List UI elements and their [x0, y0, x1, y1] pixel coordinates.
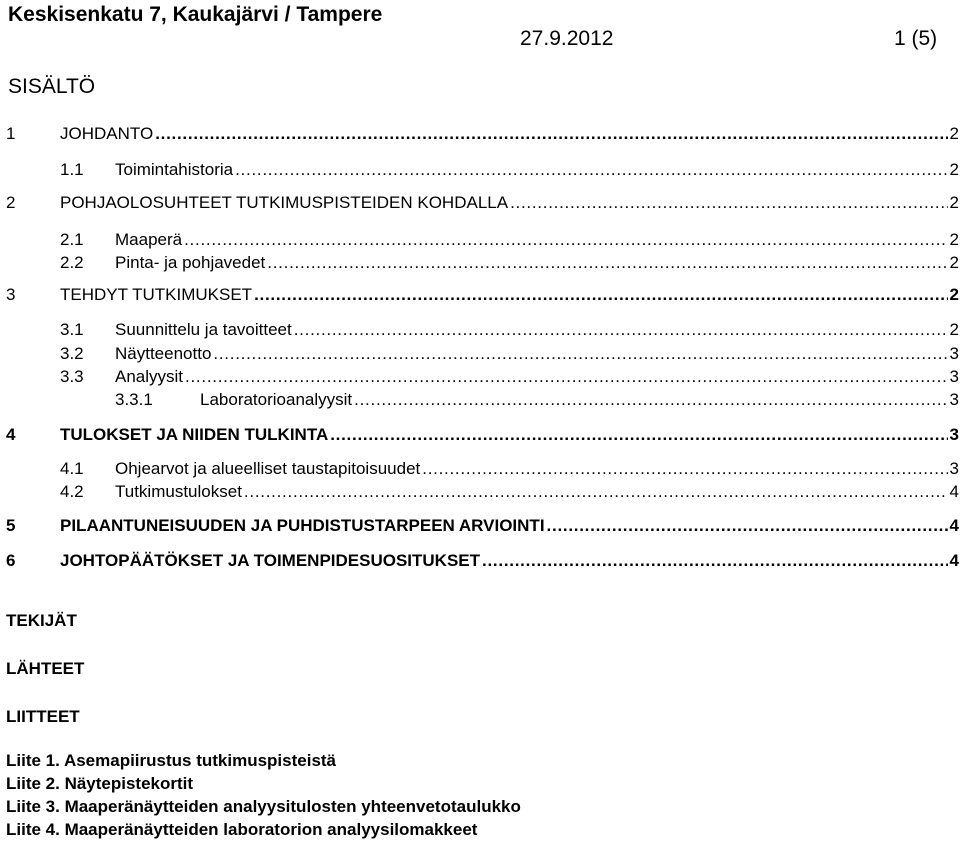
toc-entry-page: 2	[949, 230, 959, 249]
toc-leader	[547, 516, 948, 536]
toc-leader	[422, 459, 947, 479]
toc-leader	[155, 124, 947, 144]
toc-entry-4[interactable]	[6, 425, 959, 445]
toc-entry-text: TULOKSET JA NIIDEN TULKINTA	[60, 425, 329, 444]
page-number: 1 (5)	[894, 27, 938, 50]
toc-entry-4-2[interactable]	[60, 482, 959, 502]
toc-entry-number: 3.3	[60, 367, 84, 386]
toc-entry-number: 2.1	[60, 230, 84, 249]
toc-leader	[482, 551, 948, 571]
toc-entry-page: 2	[949, 253, 959, 272]
toc-entry-text: JOHTOPÄÄTÖKSET JA TOIMENPIDESUOSITUKSET	[60, 551, 481, 570]
toc-entry-4-1[interactable]	[60, 459, 959, 479]
toc-entry-2[interactable]	[6, 193, 959, 213]
toc-entry-number: 1.1	[60, 160, 84, 179]
section-references: LÄHTEET	[6, 659, 85, 678]
toc-leader	[254, 285, 947, 305]
toc-entry-page: 2	[949, 193, 959, 212]
toc-entry-number: 4.1	[60, 459, 84, 478]
toc-entry-number: 3	[6, 285, 16, 304]
toc-entry-3[interactable]	[6, 285, 959, 305]
toc-entry-page: 4	[949, 516, 959, 535]
toc-entry-page: 3	[949, 390, 959, 409]
toc-leader	[185, 367, 948, 387]
toc-entry-page: 3	[949, 344, 959, 363]
appendix-item-2: Liite 2. Näytepistekortit	[6, 774, 194, 793]
toc-leader	[235, 160, 947, 180]
toc-entry-text: Tutkimustulokset	[115, 482, 242, 501]
toc-entry-5[interactable]	[6, 516, 959, 536]
toc-entry-text: Analyysit	[115, 367, 184, 386]
toc-entry-number: 4	[6, 425, 16, 444]
toc-entry-number: 4.2	[60, 482, 84, 501]
toc-entry-number: 6	[6, 551, 16, 570]
toc-entry-text: POHJAOLOSUHTEET TUTKIMUSPISTEIDEN KOHDALLA	[60, 193, 509, 212]
toc-entry-page: 4	[949, 482, 959, 501]
toc-entry-3-3-1[interactable]	[115, 390, 959, 410]
toc-entry-text: Suunnittelu ja tavoitteet	[115, 320, 292, 339]
toc-entry-6[interactable]	[6, 551, 959, 571]
toc-entry-3-3[interactable]	[60, 367, 959, 387]
toc-entry-number: 5	[6, 516, 16, 535]
toc-leader	[213, 344, 947, 364]
toc-entry-page: 2	[949, 160, 959, 179]
toc-entry-text: Näytteenotto	[115, 344, 212, 363]
toc-entry-text: Pinta- ja pohjavedet	[115, 253, 266, 272]
toc-leader	[294, 320, 948, 340]
toc-leader	[510, 193, 947, 213]
document-title: Keskisenkatu 7, Kaukajärvi / Tampere	[8, 3, 383, 26]
toc-heading: SISÄLTÖ	[8, 75, 96, 98]
toc-entry-1-1[interactable]	[60, 160, 959, 180]
toc-leader	[267, 253, 947, 273]
toc-entry-page: 2	[949, 285, 959, 304]
appendix-item-1: Liite 1. Asemapiirustus tutkimuspisteistä	[6, 751, 337, 770]
toc-entry-number: 1	[6, 124, 16, 143]
document-date: 27.9.2012	[520, 27, 614, 50]
toc-entry-number: 2	[6, 193, 16, 212]
toc-entry-text: Toimintahistoria	[115, 160, 234, 179]
toc-entry-text: Laboratorioanalyysit	[200, 390, 353, 409]
toc-entry-page: 3	[949, 367, 959, 386]
toc-entry-page: 3	[949, 425, 959, 444]
toc-leader	[330, 425, 947, 445]
appendix-item-4: Liite 4. Maaperänäytteiden laboratorion analyysilomakkeet	[6, 820, 478, 839]
toc-leader	[244, 482, 948, 502]
toc-entry-number: 3.3.1	[115, 390, 153, 409]
toc-leader	[184, 230, 947, 250]
toc-entry-page: 2	[949, 124, 959, 143]
toc-entry-page: 2	[949, 320, 959, 339]
toc-entry-number: 3.1	[60, 320, 84, 339]
toc-entry-text: Maaperä	[115, 230, 183, 249]
appendix-item-3: Liite 3. Maaperänäytteiden analyysitulosten yhteenvetotaulukko	[6, 797, 521, 816]
toc-entry-3-2[interactable]	[60, 344, 959, 364]
toc-entry-number: 3.2	[60, 344, 84, 363]
toc-entry-number: 2.2	[60, 253, 84, 272]
toc-entry-2-1[interactable]	[60, 230, 959, 250]
section-appendices: LIITTEET	[6, 707, 80, 726]
toc-entry-text: TEHDYT TUTKIMUKSET	[60, 285, 253, 304]
section-authors: TEKIJÄT	[6, 611, 77, 630]
toc-entry-3-1[interactable]	[60, 320, 959, 340]
toc-entry-page: 4	[949, 551, 959, 570]
toc-entry-text: PILAANTUNEISUUDEN JA PUHDISTUSTARPEEN ARVIOINTI	[60, 516, 545, 535]
toc-entry-1[interactable]	[6, 124, 959, 144]
toc-entry-text: Ohjearvot ja alueelliset taustapitoisuudet	[115, 459, 421, 478]
toc-entry-text: JOHDANTO	[60, 124, 154, 143]
toc-entry-page: 3	[949, 459, 959, 478]
toc-entry-2-2[interactable]	[60, 253, 959, 273]
toc-leader	[354, 390, 947, 410]
